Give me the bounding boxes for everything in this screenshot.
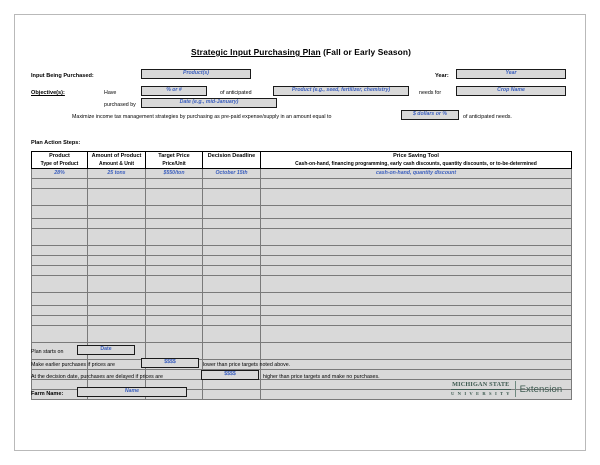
cell-empty[interactable] [203,380,261,390]
cell-empty[interactable] [146,266,203,276]
input-product-field[interactable]: Product(s) [141,69,251,79]
msu-extension-logo [451,381,562,397]
cell-empty[interactable] [88,179,146,189]
cell-empty[interactable] [203,256,261,266]
cell-empty[interactable] [261,293,572,306]
table-row[interactable] [32,179,572,189]
page-title-sub: (Fall or Early Season) [323,47,411,57]
table-row[interactable] [32,316,572,326]
cell-empty[interactable] [203,306,261,316]
col-sub-decision-deadline [203,160,261,169]
table-row[interactable] [32,219,572,229]
cell-empty[interactable] [146,179,203,189]
cell-empty[interactable] [261,266,572,276]
cell-empty[interactable] [146,276,203,293]
page-title-main: Strategic Input Purchasing Plan [191,47,321,57]
cell-empty[interactable] [32,179,88,189]
cell-empty[interactable] [88,246,146,256]
maximize-amount-field[interactable]: $ dollars or % [401,110,459,120]
maximize-statement: Maximize income tax management strategies by purchasing as pre-paid expense/supply in an amount equal to [72,114,332,120]
cell-empty[interactable] [203,343,261,360]
col-head-amount: Amount of Product [88,152,146,161]
cell-empty[interactable] [88,326,146,343]
cell-empty[interactable] [261,179,572,189]
table-row-example[interactable] [32,169,572,179]
table-row[interactable] [32,189,572,206]
cell-empty[interactable] [146,189,203,206]
cell-empty[interactable] [32,266,88,276]
col-sub-target-price: Price/Unit [146,160,203,169]
table-header-row-secondary [32,160,572,169]
plan-start-date-field[interactable]: Date [77,345,135,355]
cell-product[interactable]: 28% [32,169,88,179]
cell-empty[interactable] [203,229,261,246]
col-sub-amount: Amount & Unit [88,160,146,169]
earlier-purchase-tail: lower than price targets noted above. [203,362,291,368]
worksheet-sheet [14,14,586,451]
objectives-label: Objective(s): [31,90,65,96]
product-type-field[interactable]: Product (e.g., seed, fertilizer, chemistry) [273,86,409,96]
cell-empty[interactable] [88,206,146,219]
cell-empty[interactable] [32,316,88,326]
msu-wordmark [451,381,516,397]
cell-empty[interactable] [88,306,146,316]
cell-empty[interactable] [261,246,572,256]
cell-empty[interactable] [88,266,146,276]
cell-empty[interactable] [203,326,261,343]
cell-target-price[interactable]: $550/ton [146,169,203,179]
earlier-purchase-threshold-field[interactable]: $$$$ [141,358,199,368]
cell-empty[interactable] [261,360,572,370]
page-title [15,47,587,57]
cell-empty[interactable] [203,189,261,206]
msu-wordmark-line1: MICHIGAN STATE [452,381,510,388]
farm-name-field[interactable]: Name [77,387,187,397]
cell-empty[interactable] [261,229,572,246]
crop-name-field[interactable]: Crop Name [456,86,566,96]
input-being-purchased-label: Input Being Purchased: [31,73,94,79]
cell-empty[interactable] [32,326,88,343]
cell-empty[interactable] [146,293,203,306]
cell-empty[interactable] [32,189,88,206]
cell-empty[interactable] [203,246,261,256]
of-anticipated-label: of anticipated [220,90,252,96]
year-label: Year: [435,73,449,79]
col-head-price-saving-tool: Price Saving Tool [261,152,572,161]
purchase-date-field[interactable]: Date (e.g., mid-January) [141,98,277,108]
table-row[interactable] [32,256,572,266]
cell-empty[interactable] [88,256,146,266]
col-head-decision-deadline: Decision Deadline [203,152,261,161]
cell-empty[interactable] [32,229,88,246]
cell-empty[interactable] [261,256,572,266]
cell-empty[interactable] [32,293,88,306]
table-row[interactable] [32,326,572,343]
cell-empty[interactable] [88,293,146,306]
cell-empty[interactable] [32,256,88,266]
cell-decision-deadline[interactable]: October 15th [203,169,261,179]
cell-empty[interactable] [203,276,261,293]
maximize-statement-tail: of anticipated needs. [463,114,512,120]
cell-empty[interactable] [32,206,88,219]
farm-name-label: Farm Name: [31,391,64,397]
cell-empty[interactable] [261,326,572,343]
cell-empty[interactable] [146,229,203,246]
table-row[interactable] [32,206,572,219]
col-sub-product: Type of Product [32,160,88,169]
purchased-by-label: purchased by [104,102,136,108]
cell-empty[interactable] [203,293,261,306]
earlier-purchase-label: Make earlier purchases if prices are [31,362,115,368]
cell-empty[interactable] [261,306,572,316]
table-row[interactable] [32,306,572,316]
cell-empty[interactable] [203,390,261,400]
cell-empty[interactable] [203,266,261,276]
table-row[interactable] [32,293,572,306]
msu-wordmark-line2: U N I V E R S I T Y [451,391,511,396]
cell-empty[interactable] [146,326,203,343]
cell-empty[interactable] [32,276,88,293]
cell-empty[interactable] [261,343,572,360]
cell-empty[interactable] [146,219,203,229]
cell-empty[interactable] [146,306,203,316]
table-row[interactable] [32,266,572,276]
col-sub-price-saving-tool: Cash-on-hand, financing programming, early cash discounts, quantity discounts, or to-be-determined [261,160,572,169]
cell-empty[interactable] [88,189,146,206]
cell-empty[interactable] [88,316,146,326]
col-head-product: Product [32,152,88,161]
table-header-row-primary [32,152,572,161]
cell-empty[interactable] [261,219,572,229]
cell-empty[interactable] [146,256,203,266]
year-field[interactable]: Year [456,69,566,79]
cell-empty[interactable] [261,189,572,206]
msu-extension-label: Extension [519,383,563,395]
cell-empty[interactable] [261,276,572,293]
cell-empty[interactable] [32,306,88,316]
cell-empty[interactable] [146,206,203,219]
table-row[interactable] [32,246,572,256]
col-head-target-price: Target Price [146,152,203,161]
cell-empty[interactable] [203,219,261,229]
cell-empty[interactable] [146,343,203,360]
delay-purchase-tail: higher than price targets and make no purchases. [263,374,380,380]
have-label: Have [104,90,117,96]
plan-action-steps-label: Plan Action Steps: [31,140,81,146]
cell-amount[interactable]: 25 tons [88,169,146,179]
cell-price-saving-tool[interactable]: cash-on-hand, quantity discount [261,169,572,179]
cell-empty[interactable] [203,316,261,326]
plan-starts-label: Plan starts on [31,349,64,355]
delay-purchase-threshold-field[interactable]: $$$$ [201,370,259,380]
cell-empty[interactable] [146,316,203,326]
delay-purchase-label: At the decision date, purchases are delayed if prices are [31,374,163,380]
table-row[interactable] [32,276,572,293]
cell-empty[interactable] [203,179,261,189]
have-amount-field[interactable]: % or # [141,86,207,96]
cell-empty[interactable] [88,219,146,229]
cell-empty[interactable] [203,206,261,219]
table-row[interactable] [32,229,572,246]
cell-empty[interactable] [261,316,572,326]
cell-empty[interactable] [32,246,88,256]
cell-empty[interactable] [32,219,88,229]
cell-empty[interactable] [146,246,203,256]
needs-for-label: needs for [419,90,442,96]
cell-empty[interactable] [88,229,146,246]
cell-empty[interactable] [88,276,146,293]
cell-empty[interactable] [261,206,572,219]
